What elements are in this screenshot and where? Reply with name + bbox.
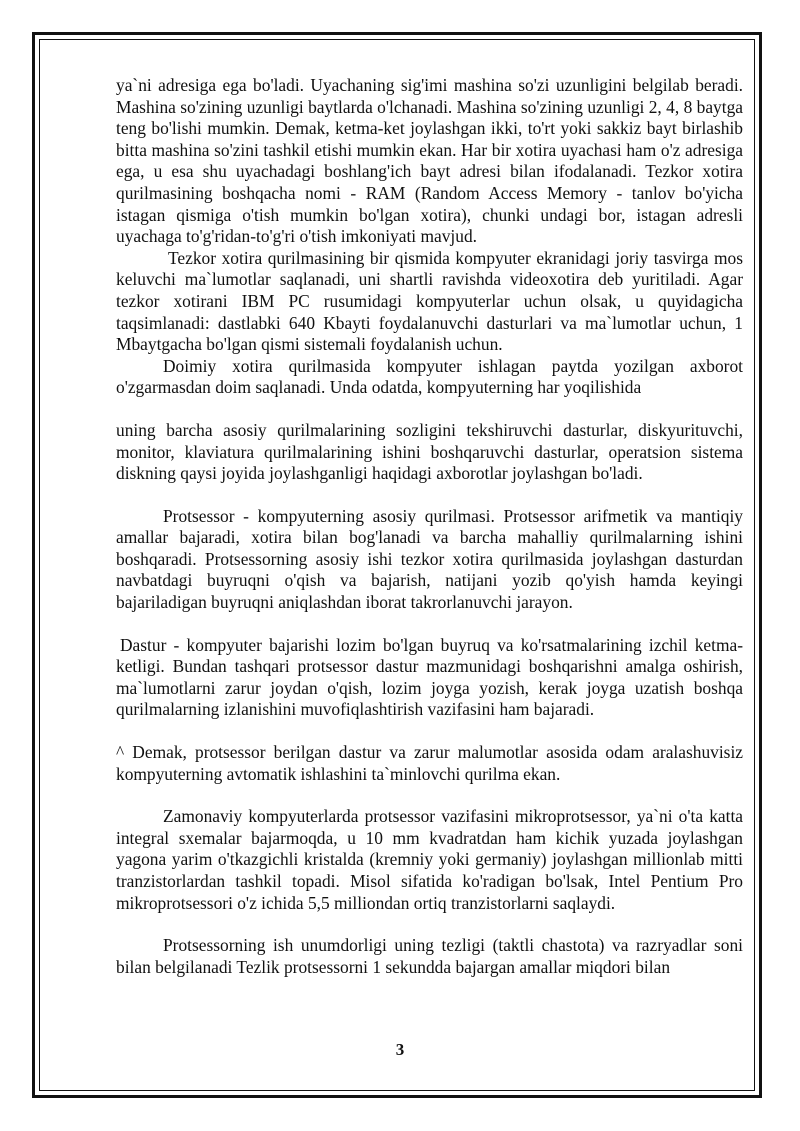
document-body — [116, 75, 743, 978]
paragraph-performance: Protsessorning ish unumdorligi uning tezligi (taktli chastota) va razryadlar soni bilan belgilanadi Tezlik protsessorni 1 sekundda bajargan amallar miqdori bilan — [116, 935, 743, 977]
paragraph-processor-summary: ^ Demak, protsessor berilgan dastur va zarur malumotlar asosida odam aralashuvisiz kompyuterning avtomatik ishlashini ta`minlovchi qurilma ekan. — [116, 742, 743, 784]
paragraph-rom-continued: uning barcha asosiy qurilmalarining sozligini tekshiruvchi dasturlar, diskyurituvchi, monitor, klaviatura qurilmalarining ishini boshqaruvchi dasturlar, operatsion sistema diskning qaysi joyida joylashganligi haqidagi axborotlar joylashgan bo'ladi. — [116, 419, 743, 484]
paragraph-memory-word: ya`ni adresiga ega bo'ladi. Uyachaning sig'imi mashina so'zi uzunligini belgilab beradi. Mashina so'zining uzunligi baytlarda o'lchanadi. Mashina so'zining uzunligi 2, 4, 8 baytga teng bo'lishi mumkin. Demak, ketma-ket joylashgan ikki, to'rt yoki sakkiz bayt birlashib bitta mashina so'zini tashkil etishi mumkin ekan. Har bir xotira uyachasi ham o'z adresiga ega, u esa shu uyachadagi boshlang'ich bayt adresi bilan ifodalanadi. Tezkor xotira qurilmasining boshqacha nomi - RAM (Random Access Memory - tanlov bo'yicha istagan qismiga o'tish mumkin bo'lgan xotira), chunki undagi bor, istagan adresli uyachaga to'g'ridan-to'g'ri o'tish imkoniyati mavjud. — [116, 75, 743, 247]
paragraph-processor: Protsessor - kompyuterning asosiy qurilmasi. Protsessor arifmetik va mantiqiy amallar bajaradi, xotira bilan bog'lanadi va barcha mahalliy qurilmalarning ishini boshqaradi. Protsessorning asosiy ishi tezkor xotira qurilmasida joylashgan dasturdan navbatdagi buyruqni o'qish va bajarish, natijani yozib qo'yish hamda keyingi bajariladigan buyruqni aniqlashdan iborat takrorlanuvchi jarayon. — [116, 505, 743, 613]
paragraph-microprocessor: Zamonaviy kompyuterlarda protsessor vazifasini mikroprotsessor, ya`ni o'ta katta integral sxemalar bajarmoqda, u 10 mm kvadratdan ham kichik yuzada joylashgan yagona yarim o'tkazgichli kristalda (kremniy yoki germaniy) joylashgan millionlab mitti tranzistorlardan tashkil topadi. Misol sifatida ko'radigan bo'lsak, Intel Pentium Pro mikroprotsessori o'z ichida 5,5 milliondan ortiq tranzistorlarni saqlaydi. — [116, 806, 743, 913]
paragraph-rom-intro: Doimiy xotira qurilmasida kompyuter ishlagan paytda yozilgan axborot o'zgarmasdan doim saqlanadi. Unda odatda, kompyuterning har yoqilishida — [116, 355, 743, 398]
paragraph-ram-video: Tezkor xotira qurilmasining bir qismida kompyuter ekranidagi joriy tasvirga mos keluvchi ma`lumotlar saqlanadi, uni shartli ravishda videoxotira deb yuritiladi. Agar tezkor xotirani IBM PC rusumidagi kompyuterlar uchun olsak, u quyidagicha taqsimlanadi: dastlabki 640 Kbayti foydalanuvchi dasturlari va ma`lumotlar uchun, 1 Mbaytgacha bo'lgan qismi sistemali foydalanish uchun. — [116, 247, 743, 355]
paragraph-program: Dastur - kompyuter bajarishi lozim bo'lgan buyruq va ko'rsatmalarining izchil ketma-ketligi. Bundan tashqari protsessor dastur mazmunidagi boshqarishni amalga oshirish, ma`lumotlarni zarur joydan o'qish, lozim joyga yozish, kerak joyga uzatish boshqa qurilmalarning izlanishini muvofiqlashtirish vazifasini ham bajaradi. — [116, 634, 743, 720]
page-number: 3 — [395, 1040, 405, 1059]
